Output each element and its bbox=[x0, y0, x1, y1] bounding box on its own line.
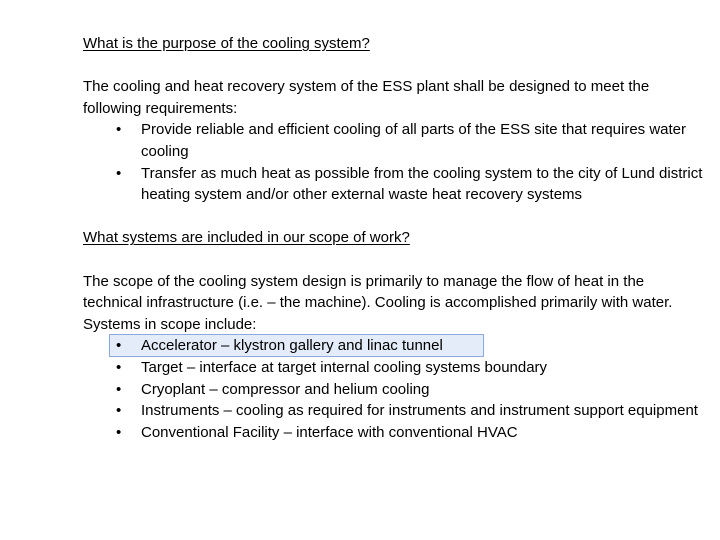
list-item-text: Target – interface at target internal cooling systems boundary bbox=[141, 358, 548, 376]
spacer bbox=[83, 249, 703, 271]
list-item bbox=[83, 400, 703, 422]
list-item-text: Instruments – cooling as required for instruments and instrument support equipment bbox=[141, 402, 698, 420]
list-item bbox=[83, 357, 703, 379]
section1-intro: The cooling and heat recovery system of the ESS plant shall be designed to meet the following requirements: bbox=[83, 78, 650, 117]
list-item bbox=[83, 422, 703, 444]
bullet-glyph: • bbox=[116, 423, 122, 441]
list-item-text: Conventional Facility – interface with conventional HVAC bbox=[141, 423, 518, 441]
bullet-glyph: • bbox=[116, 380, 122, 398]
list-item bbox=[83, 119, 703, 162]
document-page bbox=[83, 33, 703, 443]
list-item-text: Transfer as much heat as possible from the cooling system to the city of Lund district heating system and/or other external waste heat recovery systems bbox=[141, 164, 703, 204]
bullet-glyph: • bbox=[116, 402, 122, 420]
list-item bbox=[83, 163, 703, 206]
spacer bbox=[83, 55, 703, 77]
list-item-text: Cryoplant – compressor and helium cooling bbox=[141, 380, 430, 398]
section1-bullet-list bbox=[83, 119, 703, 205]
bullet-glyph: • bbox=[116, 358, 122, 376]
bullet-glyph: • bbox=[116, 337, 122, 355]
list-item-highlighted[interactable] bbox=[83, 335, 703, 357]
section2-intro: The scope of the cooling system design is primarily to manage the flow of heat in the technical infrastructure (i.e. – the machine). Cooling is accomplished primarily with water. Systems in scope include: bbox=[83, 272, 673, 333]
list-item-text: Provide reliable and efficient cooling of all parts of the ESS site that requires water cooling bbox=[141, 121, 687, 160]
bullet-glyph: • bbox=[116, 121, 122, 139]
section2-bullet-list bbox=[83, 335, 703, 443]
bullet-glyph: • bbox=[116, 164, 122, 182]
list-item-text: Accelerator – klystron gallery and linac tunnel bbox=[141, 337, 443, 355]
section1-heading: What is the purpose of the cooling system? bbox=[83, 35, 370, 52]
spacer bbox=[83, 206, 703, 228]
section2-heading: What systems are included in our scope of work? bbox=[83, 229, 410, 247]
list-item bbox=[83, 379, 703, 401]
